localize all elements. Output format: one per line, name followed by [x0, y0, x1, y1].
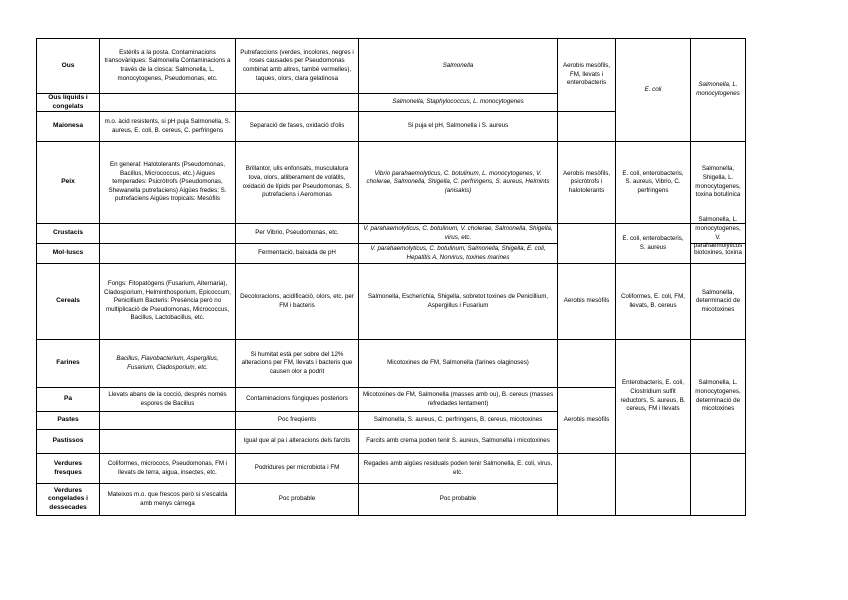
contamination-crustacis [100, 224, 236, 244]
pathogens-verdures-fresques: Regades amb aigües residuals poden tenir Salmonella, E. coli, virus, etc. [359, 454, 558, 484]
cereal-pathogen: Salmonella, determinació de micotoxines [691, 264, 746, 340]
vegetables-empty-3 [691, 454, 746, 516]
microbiology-table [36, 38, 746, 516]
egg-pathogen: Salmonella, L. monocytogenes [691, 38, 746, 142]
cereal-mesophiles: Aerobis mesòfils [558, 264, 616, 340]
spoilage-ous-liquids [236, 94, 359, 112]
spoilage-ous: Putrefaccions (verdes, incolores, negres i roses causades per Pseudomonas combinat amb altres, també vermelles), taques, olors, clara gelatinosa [236, 38, 359, 94]
spoilage-verdures-fresques: Podridures per microbiota i FM [236, 454, 359, 484]
bread-indicator: Enterobacteris, E. coli, Clostridium sulfit reductors, S. aureus, B. cereus, FM i llevats [616, 340, 691, 454]
pathogens-ous-liquids: Salmonella, Staphylococcus, L. monocytogenes [359, 94, 558, 112]
food-verdures-congelades: Verdures congelades i dessecades [36, 484, 100, 516]
food-pastes: Pastes [36, 412, 100, 430]
food-ous-liquids: Ous líquids i congelats [36, 94, 100, 112]
pathogens-molluscs: V. parahaemolyticus, C. botulinum, Salmonella, Shigella, E. coli, Hepatitis A, Norvirus, toxines marines [359, 244, 558, 264]
food-pastissos: Pastissos [36, 430, 100, 454]
pathogens-pa: Micotoxines de FM, Salmonella (masses amb ou), B. cereus (masses refredades lentament) [359, 388, 558, 412]
vegetables-empty-1 [558, 454, 616, 516]
contamination-ous-liquids [100, 94, 236, 112]
food-verdures-fresques: Verdures fresques [36, 454, 100, 484]
egg-indicator: E. coli [616, 38, 691, 142]
shellfish-empty [558, 224, 616, 264]
pathogens-pastissos: Farcits amb crema poden tenir S. aureus, Salmonella i micotoxines [359, 430, 558, 454]
spoilage-pastissos: Igual que al pa i alteracions dels farcits [236, 430, 359, 454]
spoilage-verdures-congelades: Poc probable [236, 484, 359, 516]
farines-empty [558, 340, 616, 388]
spoilage-maionesa: Separació de fases, oxidació d'olis [236, 112, 359, 142]
fish-indicator: E. coli, enterobacteris, S. aureus, Vibrio, C. perfringens [616, 142, 691, 224]
pathogens-verdures-congelades: Poc probable [359, 484, 558, 516]
contamination-pastes [100, 412, 236, 430]
pathogens-maionesa: Si puja el pH, Salmonella i S. aureus [359, 112, 558, 142]
pathogens-pastes: Salmonella, S. aureus, C. perfringens, B. cereus, micotoxines [359, 412, 558, 430]
molluscs-pathogen: biotoxines, toxina [691, 244, 746, 264]
contamination-farines: Bacillus, Flavobacterium, Aspergillus, Fusarium, Cladosporium, etc. [100, 340, 236, 388]
shellfish-indicator: E. coli, enterobacteris, S. aureus [616, 224, 691, 264]
pathogens-cereals: Salmonella, Escherichia, Shigella, sobretot toxines de Penicillium, Aspergillus i Fusarium [359, 264, 558, 340]
food-pa: Pa [36, 388, 100, 412]
food-peix: Peix [36, 142, 100, 224]
contamination-pastissos [100, 430, 236, 454]
cereal-indicator: Coliformes, E. coli, FM, llevats, B. cereus [616, 264, 691, 340]
spoilage-cereals: Decoloracions, acidificació, olors, etc. per FM i bacteris [236, 264, 359, 340]
contamination-molluscs [100, 244, 236, 264]
fish-mesophiles: Aerobis mesòfils, psicròtrofs i halotolerants [558, 142, 616, 224]
contamination-peix: En general: Halotolerants (Pseudomonas, Bacillus, Micrococcus, etc.) Aigues temperades: Psicròtrofs (Pseudomonas, Shewanella putrefaciens) Aigües fredes: S. putrefaciens Aigües tropicals: Mesòfils [100, 142, 236, 224]
maionesa-empty [558, 112, 616, 142]
pathogens-ous: Salmonella [359, 38, 558, 94]
contamination-verdures-fresques: Coliformes, micrococs, Pseudomonas, FM i llevats de terra, aigua, insectes, etc. [100, 454, 236, 484]
egg-mesophiles: Aerobis mesòfils, FM, llevats i enterobacteris [558, 38, 616, 112]
bread-mesophiles: Aerobis mesòfils [558, 388, 616, 454]
spoilage-peix: Brillantor, ulls enfonsats, musculatura tova, olors, alliberament de volàtils, oxidació de lípids per Pseudomonas, S. putrefaciens i Aeromonas [236, 142, 359, 224]
food-molluscs: Mol·luscs [36, 244, 100, 264]
food-crustacis: Crustacis [36, 224, 100, 244]
contamination-ous: Estèrils a la posta. Contaminacions transovàriques: Salmonella Contaminacions a través de la closca: Salmonella, L. monocytogenes, Pseudomonas, etc. [100, 38, 236, 94]
spoilage-crustacis: Per Vibrio, Pseudomonas, etc. [236, 224, 359, 244]
vegetables-empty-2 [616, 454, 691, 516]
contamination-cereals: Fongs: Fitopatògens (Fusarium, Alternaria), Cladosporium, Helminthosporium, Epicoccum, Penicillium Bacteris: Presència però no multiplicació de Pseudomonas, Micrococcus, Bacillus, Lactobacillus, etc. [100, 264, 236, 340]
fish-pathogen: Salmonella, Shigella, L. monocytogenes, toxina botulínica [691, 142, 746, 224]
spoilage-pa: Contaminacions fúngiques posteriors [236, 388, 359, 412]
pathogens-farines: Micotoxines de FM, Salmonella (farines olaginoses) [359, 340, 558, 388]
contamination-pa: Llevats abans de la cocció, després només espores de Bacillus [100, 388, 236, 412]
food-farines: Farines [36, 340, 100, 388]
crustacis-pathogen: Salmonella, L. monocytogenes, V. parahaemolyticus [691, 224, 746, 244]
spoilage-molluscs: Fermentació, baixada de pH [236, 244, 359, 264]
food-cereals: Cereals [36, 264, 100, 340]
contamination-maionesa: m.o. àcid resistents, si pH puja Salmonella, S. aureus, E. coli, B. cereus, C. perfringens [100, 112, 236, 142]
food-maionesa: Maionesa [36, 112, 100, 142]
pathogens-crustacis: V. parahaemolyticus, C. botulinum, V. cholerae, Salmonella, Shigella, virus, etc. [359, 224, 558, 244]
contamination-verdures-congelades: Mateixos m.o. que frescos però si s'escalda amb menys càrrega [100, 484, 236, 516]
spoilage-pastes: Poc freqüents [236, 412, 359, 430]
bread-pathogen: Salmonella, L. monocytogenes, determinació de micotoxines [691, 340, 746, 454]
food-ous: Ous [36, 38, 100, 94]
spoilage-farines: Si humitat està per sobre del 12% alteracions per FM, llevats i bacteris que causen olor a podrit [236, 340, 359, 388]
pathogens-peix: Vibrio parahaemolyticus, C. botulinum, L. monocytogenes, V. cholerae, Salmonella, Shigella, C. perfringens, S. aureus, Helmints (anisakis) [359, 142, 558, 224]
